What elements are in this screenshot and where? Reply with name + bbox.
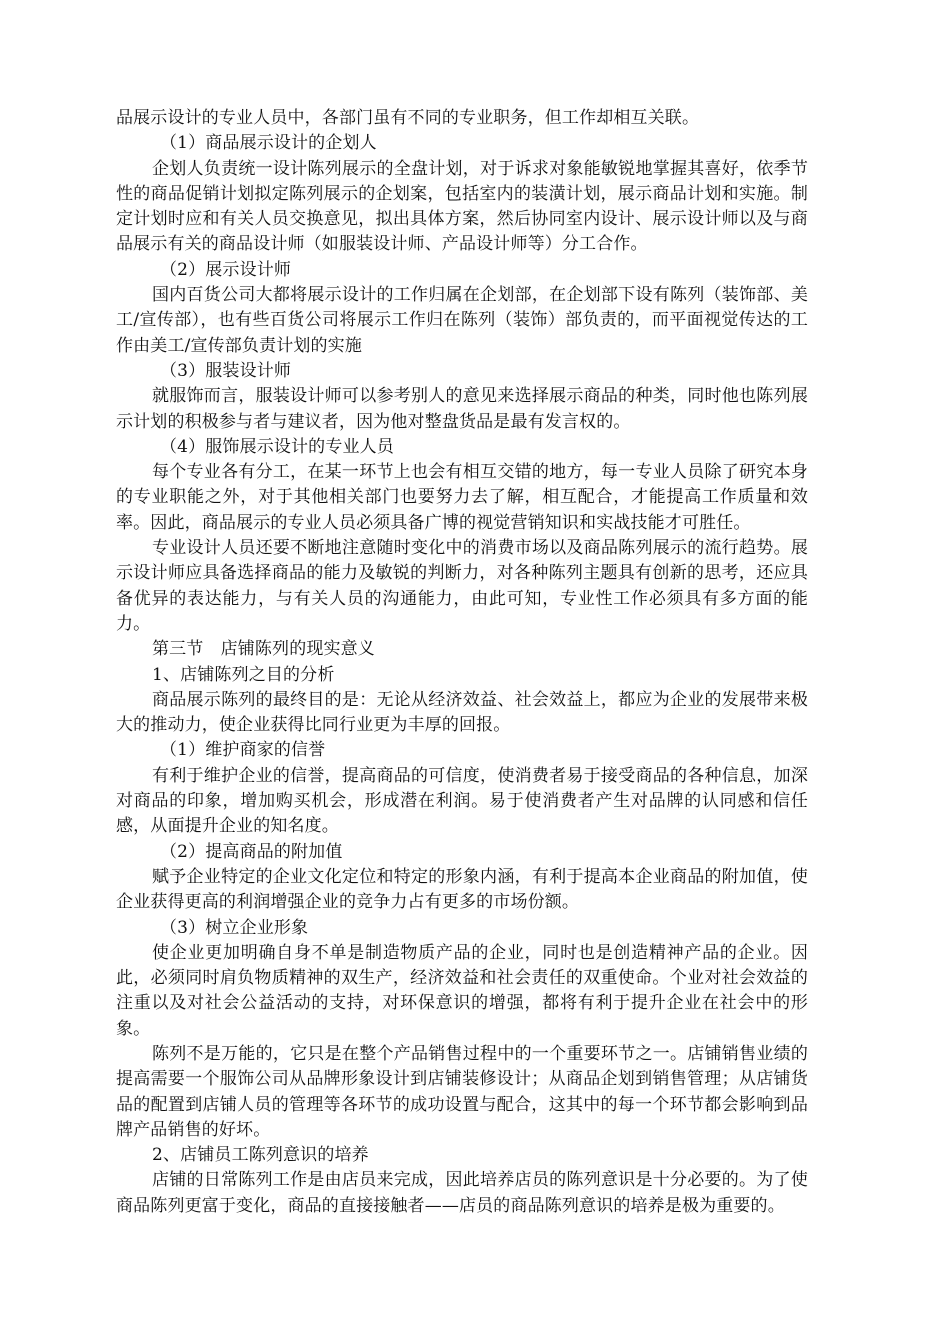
paragraph: 每个专业各有分工，在某一环节上也会有相互交错的地方，每一专业人员除了研究本身的专业职能之外，对于其他相关部门也要努力去了解，相互配合，才能提高工作质量和效率。因此，商品展示的专业人员必须具备广博的视觉营销知识和实战技能才可胜任。 — [116, 462, 808, 533]
section-heading: 第三节 店铺陈列的现实意义 — [152, 639, 375, 660]
subheading: （2）展示设计师 — [160, 259, 292, 280]
subheading: （4）服饰展示设计的专业人员 — [160, 436, 394, 457]
subheading: （2）提高商品的附加值 — [160, 841, 343, 862]
paragraph: 国内百货公司大都将展示设计的工作归属在企划部，在企划部下设有陈列（装饰部、美工/宣传部），也有些百货公司将展示工作归在陈列（装饰）部负责的，而平面视觉传达的工作由美工/宣传部负责计划的实施 — [116, 285, 808, 356]
subheading: （3）树立企业形象 — [160, 917, 309, 938]
paragraph: 使企业更加明确自身不单是制造物质产品的企业，同时也是创造精神产品的企业。因此，必须同时肩负物质精神的双生产，经济效益和社会责任的双重使命。个业对社会效益的注重以及对社会公益活动的支持，对环保意识的增强，都将有利于提升企业在社会中的形象。 — [116, 942, 808, 1039]
paragraph: 陈列不是万能的，它只是在整个产品销售过程中的一个重要环节之一。店铺销售业绩的提高需要一个服饰公司从品牌形象设计到店铺装修设计；从商品企划到销售管理；从店铺货品的配置到店铺人员的管理等各环节的成功设置与配合，这其中的每一个环节都会影响到品牌产品销售的好坏。 — [116, 1043, 808, 1140]
section-subheading: 2、店铺员工陈列意识的培养 — [152, 1145, 369, 1166]
paragraph: 企划人负责统一设计陈列展示的全盘计划，对于诉求对象能敏锐地掌握其喜好，依季节性的商品促销计划拟定陈列展示的企划案，包括室内的装潢计划，展示商品计划和实施。制定计划时应和有关人员交换意见，拟出具体方案，然后协同室内设计、展示设计师以及与商品展示有关的商品设计师（如服装设计师、产品设计师等）分工合作。 — [116, 158, 808, 255]
paragraph: 专业设计人员还要不断地注意随时变化中的消费市场以及商品陈列展示的流行趋势。展示设计师应具备选择商品的能力及敏锐的判断力，对各种陈列主题具有创新的思考，还应具备优异的表达能力，与有关人员的沟通能力，由此可知，专业性工作必须具有多方面的能力。 — [116, 538, 808, 634]
paragraph: 品展示设计的专业人员中，各部门虽有不同的专业职务，但工作却相互关联。 — [116, 108, 700, 128]
subheading: （3）服装设计师 — [160, 360, 292, 381]
paragraph: 有利于维护企业的信誉，提高商品的可信度，使消费者易于接受商品的各种信息，加深对商品的印象，增加购买机会，形成潜在利润。易于使消费者产生对品牌的认同感和信任感，从面提升企业的知名度。 — [116, 765, 808, 837]
paragraph: 就服饰而言，服装设计师可以参考别人的意见来选择展示商品的种类，同时他也陈列展示计划的积极参与者与建议者，因为他对整盘货品是最有发言权的。 — [116, 386, 808, 432]
paragraph: 赋予企业特定的企业文化定位和特定的形象内涵，有利于提高本企业商品的附加值，使企业获得更高的利润增强企业的竞争力占有更多的市场份额。 — [116, 866, 808, 913]
paragraph: 商品展示陈列的最终目的是：无论从经济效益、社会效益上，都应为企业的发展带来极大的推动力，使企业获得比同行业更为丰厚的回报。 — [116, 689, 808, 736]
section-subheading: 1、店铺陈列之目的分析 — [152, 664, 335, 685]
subheading: （1）维护商家的信誉 — [160, 740, 326, 761]
document-body — [116, 106, 808, 1219]
paragraph: 店铺的日常陈列工作是由店员来完成，因此培养店员的陈列意识是十分必要的。为了使商品陈列更富于变化，商品的直接接触者——店员的商品陈列意识的培养是极为重要的。 — [116, 1170, 808, 1216]
subheading: （1）商品展示设计的企划人 — [160, 133, 377, 154]
